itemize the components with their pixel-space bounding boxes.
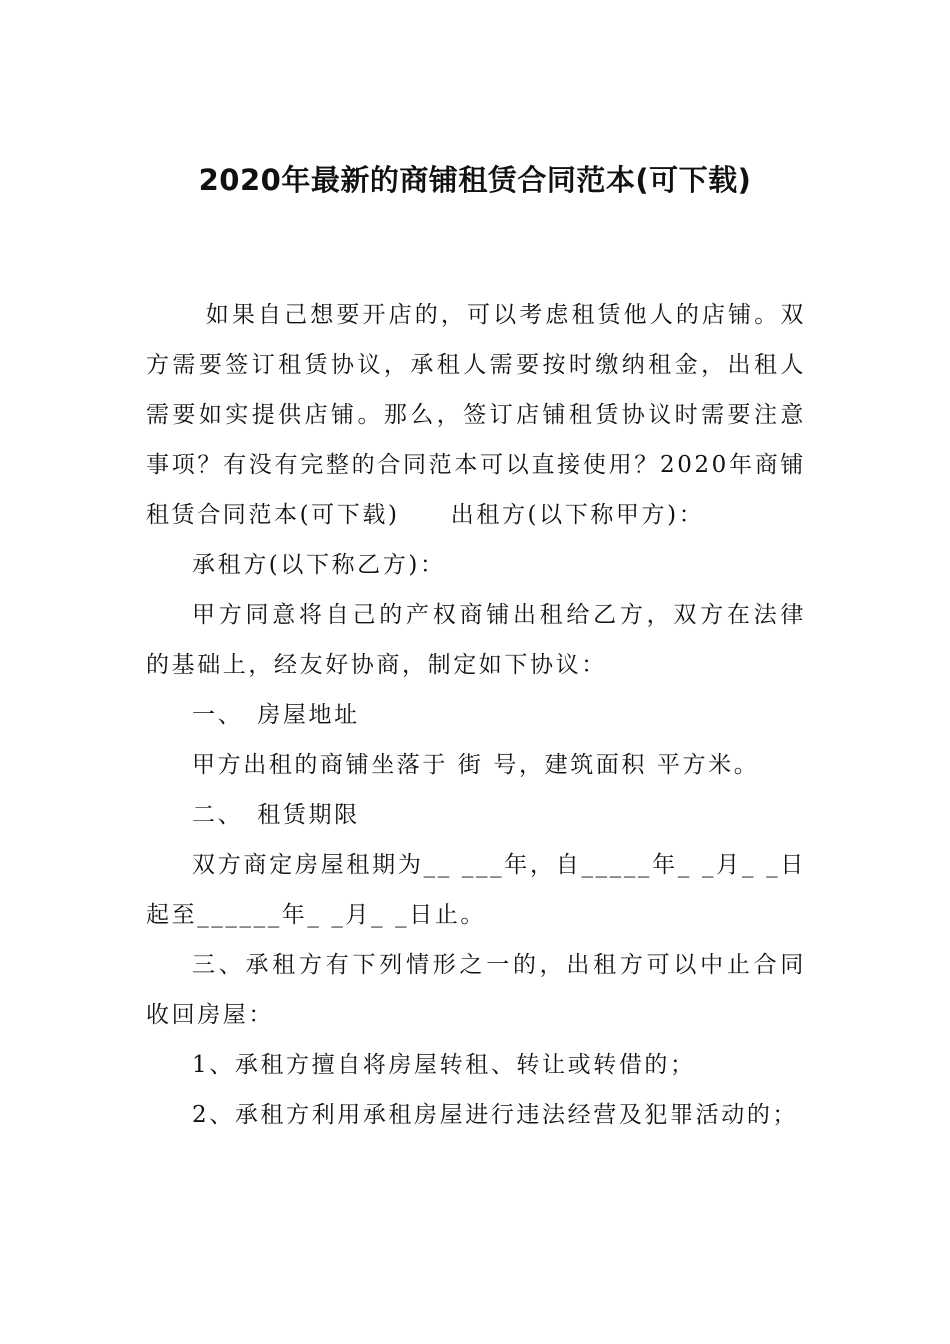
section-heading-term: 二、 租赁期限 — [192, 802, 360, 828]
paragraph-address: 甲方出租的商铺坐落于 街 号，建筑面积 平方米。 — [192, 752, 760, 778]
section-heading-address: 一、 房屋地址 — [192, 702, 360, 728]
paragraph-agreement: 甲方同意将自己的产权商铺出租给乙方，双方在法律的基础上，经友好协商，制定如下协议： — [146, 602, 806, 678]
paragraph-term: 双方商定房屋租期为__ ___年，自_____年_ _月_ _日起至______年_ _月_ _日止。 — [146, 852, 806, 928]
document-title: 2020年最新的商铺租赁合同范本(可下载) — [198, 163, 752, 197]
list-item-illegal: 2、承租方利用承租房屋进行违法经营及犯罪活动的； — [192, 1102, 799, 1128]
paragraph-intro: 如果自己想要开店的，可以考虑租赁他人的店铺。双方需要签订租赁协议，承租人需要按时缴纳租金，出租人需要如实提供店铺。那么，签订店铺租赁协议时需要注意事项？有没有完整的合同范本可以直接使用？2020年商铺租赁合同范本(可下载) 出租方(以下称甲方)： — [146, 302, 806, 528]
list-item-sublet: 1、承租方擅自将房屋转租、转让或转借的； — [192, 1052, 696, 1078]
document-body — [146, 290, 806, 1140]
paragraph-lessee: 承租方(以下称乙方)： — [192, 552, 446, 578]
section-heading-termination: 三、承租方有下列情形之一的，出租方可以中止合同收回房屋： — [146, 952, 806, 1028]
